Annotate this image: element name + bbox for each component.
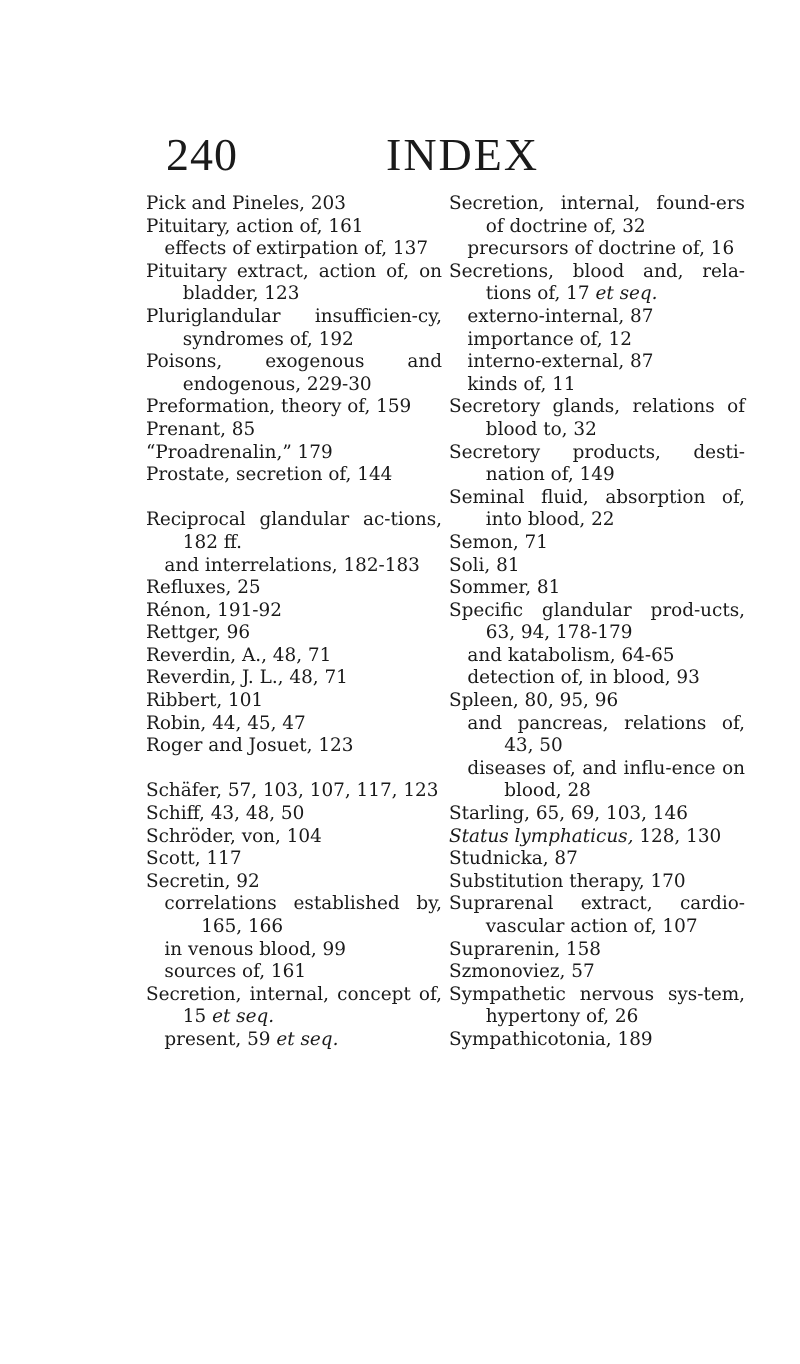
entry-text: Secretin, 92	[146, 870, 260, 892]
entry-text: Soli, 81	[449, 554, 520, 576]
index-entry	[449, 690, 745, 713]
entry-text: Secretory glands, relations of blood to, 32	[449, 396, 745, 440]
entry-text: Rettger, 96	[146, 622, 251, 644]
index-subentry	[449, 351, 745, 374]
index-entry	[146, 261, 442, 306]
index-entry	[146, 984, 442, 1029]
entry-text: effects of extirpation of, 137	[164, 238, 429, 260]
entry-italic-suffix: et seq.	[276, 1028, 339, 1050]
entry-text: “Proadrenalin,” 179	[146, 441, 333, 463]
index-entry	[449, 893, 745, 938]
index-subentry	[449, 758, 745, 803]
running-head: INDEX	[386, 129, 540, 180]
entry-text: Secretion, internal, found-ers of doctrine of, 32	[449, 193, 745, 237]
entry-text: Sommer, 81	[449, 577, 561, 599]
entry-text: detection of, in blood, 93	[467, 667, 700, 689]
entry-text: Pituitary extract, action of, on bladder, 123	[146, 260, 442, 305]
index-entry	[146, 193, 442, 216]
entry-text: Prostate, secretion of, 144	[146, 464, 393, 486]
entry-text: Specific glandular prod-ucts, 63, 94, 178-179	[449, 599, 745, 644]
index-entry	[449, 396, 745, 441]
entry-text: Szmonoviez, 57	[449, 961, 595, 983]
entry-text: and interrelations, 182-183	[164, 554, 420, 576]
index-entry	[146, 351, 442, 396]
entry-text: Scott, 117	[146, 848, 242, 870]
index-subentry	[449, 238, 745, 261]
index-subentry	[146, 939, 442, 962]
index-entry	[449, 871, 745, 894]
index-column-right	[449, 193, 745, 1052]
index-entry	[146, 509, 442, 554]
index-entry	[449, 193, 745, 238]
index-subentry	[146, 238, 442, 261]
index-entry	[449, 984, 745, 1029]
entry-text: Semon, 71	[449, 531, 548, 553]
index-entry	[146, 622, 442, 645]
index-subentry	[146, 961, 442, 984]
entry-text: interno-external, 87	[467, 351, 654, 373]
index-subentry	[146, 1029, 442, 1052]
entry-text: Seminal fluid, absorption of, into blood, 22	[449, 486, 745, 531]
index-subentry	[146, 893, 442, 938]
index-entry	[146, 577, 442, 600]
index-entry	[449, 261, 745, 306]
index-entry	[146, 690, 442, 713]
entry-text: correlations established by, 165, 166	[164, 893, 442, 937]
index-entry	[146, 713, 442, 736]
index-entry	[146, 826, 442, 849]
entry-text: in venous blood, 99	[164, 938, 346, 960]
entry-text: Preformation, theory of, 159	[146, 396, 412, 418]
index-entry	[146, 871, 442, 894]
entry-italic-suffix: et seq.	[212, 1006, 275, 1028]
entry-text: kinds of, 11	[467, 373, 576, 395]
index-entry	[146, 600, 442, 623]
entry-text: Secretions, blood and, rela-tions of, 17	[449, 260, 745, 305]
entry-text: Suprarenal extract, cardio-vascular action of, 107	[449, 893, 745, 937]
index-entry	[146, 306, 442, 351]
index-entry	[146, 464, 442, 487]
index-subentry	[146, 555, 442, 578]
entry-text: diseases of, and influ-ence on blood, 28	[467, 757, 745, 802]
entry-text: Studnicka, 87	[449, 848, 578, 870]
index-entry	[146, 803, 442, 826]
index-subentry	[449, 329, 745, 352]
entry-text: Pluriglandular insufficien-cy, syndromes of, 192	[146, 305, 442, 350]
page-header	[0, 120, 800, 190]
entry-text: Spleen, 80, 95, 96	[449, 690, 619, 712]
entry-text: and pancreas, relations of, 43, 50	[467, 712, 745, 757]
entry-text: and katabolism, 64-65	[467, 644, 675, 666]
index-entry	[146, 667, 442, 690]
index-entry	[449, 532, 745, 555]
index-entry	[449, 487, 745, 532]
index-entry	[146, 396, 442, 419]
entry-text: Pick and Pineles, 203	[146, 193, 346, 214]
index-entry	[449, 1029, 745, 1052]
entry-text: Rénon, 191-92	[146, 599, 282, 621]
index-entry	[146, 848, 442, 871]
index-entry	[449, 600, 745, 645]
entry-text: Schiff, 43, 48, 50	[146, 803, 305, 825]
entry-italic-suffix: et seq.	[595, 283, 658, 305]
entry-text: Reciprocal glandular ac-tions, 182 ff.	[146, 509, 442, 553]
entry-text: Roger and Josuet, 123	[146, 735, 354, 757]
index-entry	[146, 645, 442, 668]
section-gap	[146, 758, 442, 781]
index-entry	[449, 826, 745, 849]
index-subentry	[449, 667, 745, 690]
entry-text: 128, 130	[639, 825, 722, 847]
index-entry	[146, 735, 442, 758]
entry-text: Suprarenin, 158	[449, 938, 602, 960]
entry-text: Reverdin, A., 48, 71	[146, 644, 332, 666]
index-entry	[146, 780, 442, 803]
entry-text: Sympathetic nervous sys-tem, hypertony of, 26	[449, 983, 745, 1028]
index-entry	[146, 442, 442, 465]
entry-text: Schäfer, 57, 103, 107, 117, 123	[146, 780, 439, 802]
index-column-left	[146, 193, 442, 1052]
index-entry	[449, 939, 745, 962]
index-entry	[146, 216, 442, 239]
entry-text: Schröder, von, 104	[146, 825, 322, 847]
index-subentry	[449, 645, 745, 668]
entry-text: Prenant, 85	[146, 418, 256, 440]
entry-text: precursors of doctrine of, 16	[467, 238, 735, 260]
index-entry	[449, 442, 745, 487]
entry-text: present, 59	[164, 1028, 271, 1050]
entry-text: importance of, 12	[467, 328, 632, 350]
entry-text: Pituitary, action of, 161	[146, 215, 364, 237]
entry-text: Refluxes, 25	[146, 577, 261, 599]
entry-text: Substitution therapy, 170	[449, 870, 686, 892]
entry-text: Robin, 44, 45, 47	[146, 712, 306, 734]
entry-italic-term: Status lymphaticus,	[449, 825, 634, 847]
entry-text: Reverdin, J. L., 48, 71	[146, 667, 348, 689]
entry-text: Starling, 65, 69, 103, 146	[449, 803, 688, 825]
index-entry	[146, 419, 442, 442]
entry-text: Ribbert, 101	[146, 690, 264, 712]
index-subentry	[449, 306, 745, 329]
entry-text: Secretory products, desti-nation of, 149	[449, 441, 745, 486]
index-entry	[449, 961, 745, 984]
entry-text: Secretion, internal, concept of, 15	[146, 983, 442, 1028]
index-entry	[449, 577, 745, 600]
index-subentry	[449, 713, 745, 758]
index-entry	[449, 848, 745, 871]
index-entry	[449, 803, 745, 826]
entry-text: sources of, 161	[164, 961, 307, 983]
entry-text: Poisons, exogenous and endogenous, 229-30	[146, 351, 442, 395]
index-subentry	[449, 374, 745, 397]
index-entry	[449, 555, 745, 578]
entry-text: Sympathicotonia, 189	[449, 1028, 653, 1050]
entry-text: externo-internal, 87	[467, 305, 654, 327]
section-gap	[146, 487, 442, 510]
page-number: 240	[166, 129, 238, 180]
